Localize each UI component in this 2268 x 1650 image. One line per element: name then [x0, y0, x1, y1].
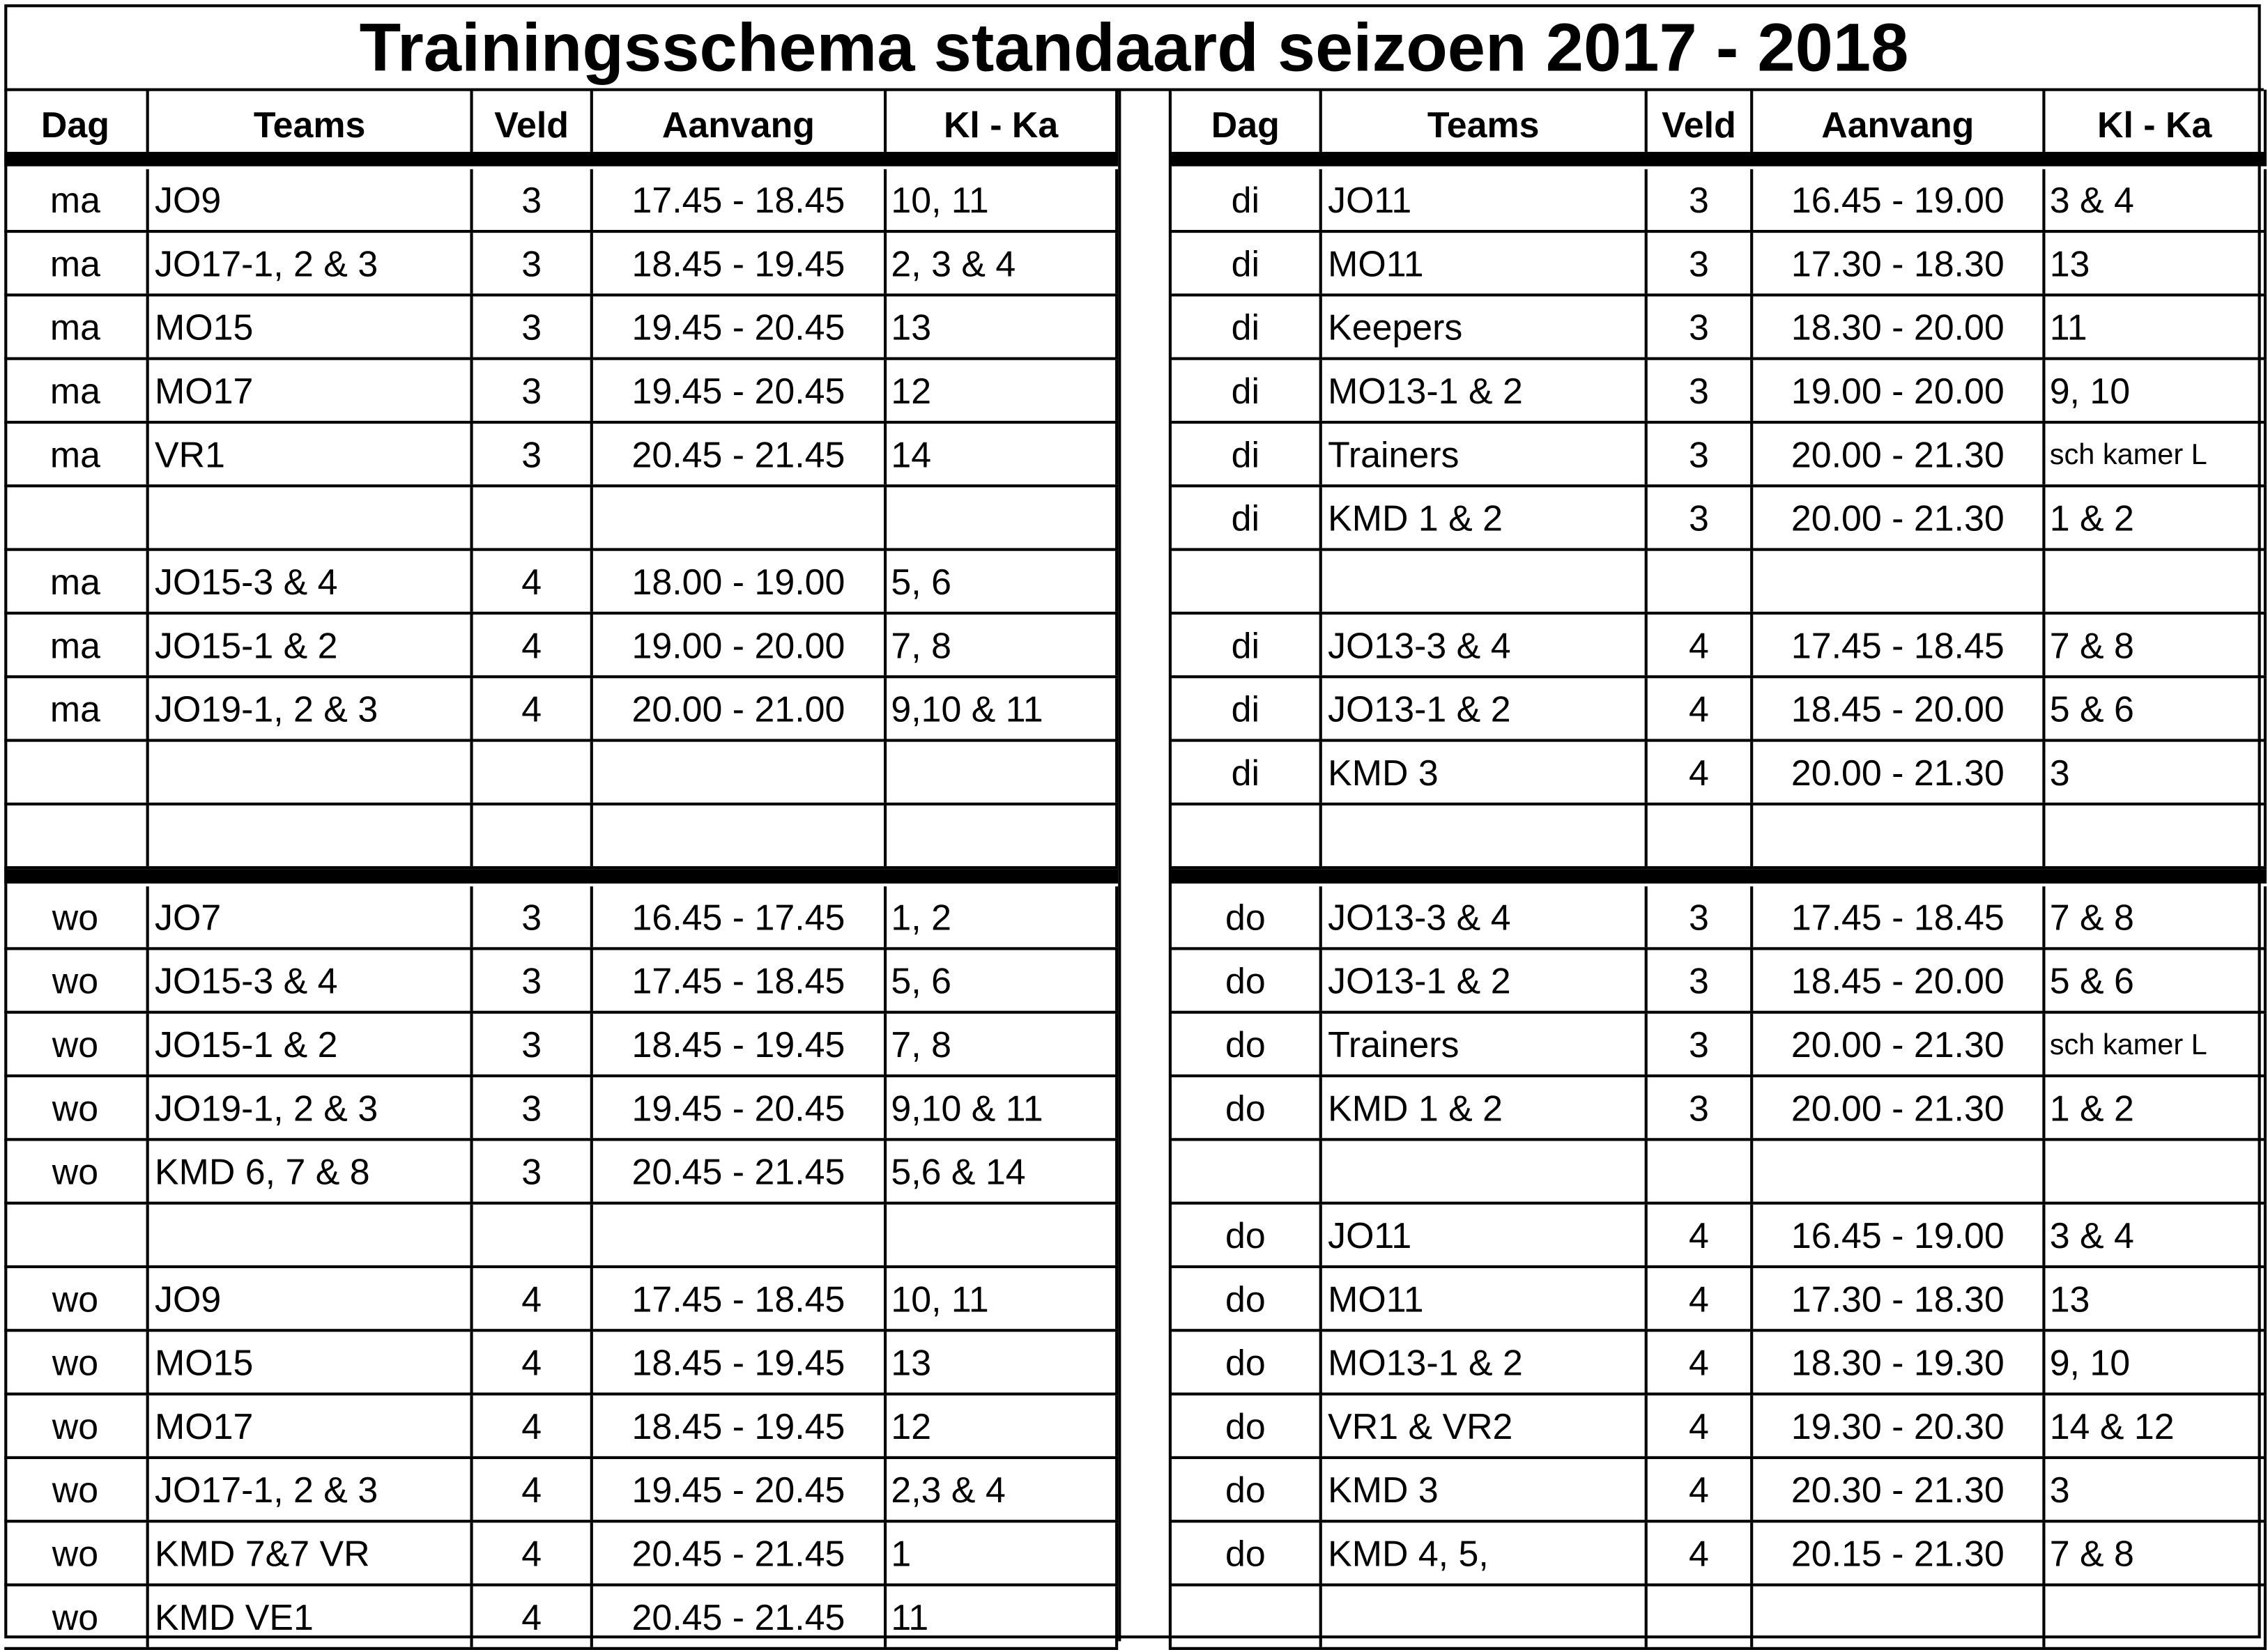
cell-team: MO15	[149, 1332, 473, 1392]
cell-locker-room: sch kamer L	[2045, 1014, 2267, 1074]
table-row	[4, 424, 1118, 487]
cell-locker-room: 13	[2045, 233, 2267, 293]
cell-team: MO13-1 & 2	[1322, 360, 1648, 421]
cell-locker-room: 14 & 12	[2045, 1396, 2267, 1456]
cell-field: 3	[473, 886, 593, 947]
cell-field: 4	[1648, 1205, 1753, 1265]
cell-field: 4	[473, 678, 593, 739]
cell-field: 3	[473, 1141, 593, 1201]
cell-time: 18.45 - 19.45	[593, 1396, 887, 1456]
cell-locker-room	[2045, 805, 2267, 866]
cell-team: Keepers	[1322, 296, 1648, 357]
cell-field	[473, 805, 593, 866]
table-row	[4, 296, 1118, 360]
table-row	[4, 1522, 1118, 1586]
cell-day: ma	[4, 169, 149, 230]
table-row	[1172, 1332, 2267, 1395]
cell-team: JO15-3 & 4	[149, 950, 473, 1010]
header-locker-room: Kl - Ka	[2045, 90, 2267, 152]
cell-team: KMD 3	[1322, 742, 1648, 803]
cell-field: 4	[1648, 742, 1753, 803]
cell-time: 20.00 - 21.30	[1753, 1077, 2045, 1138]
cell-field	[1648, 1141, 1753, 1201]
header-field: Veld	[473, 90, 593, 152]
cell-day: wo	[4, 886, 149, 947]
cell-time: 19.30 - 20.30	[1753, 1396, 2045, 1456]
cell-time: 18.45 - 20.00	[1753, 950, 2045, 1010]
table-row	[1172, 1141, 2267, 1204]
cell-team	[149, 1205, 473, 1265]
cell-field: 4	[1648, 1459, 1753, 1520]
cell-field: 3	[473, 950, 593, 1010]
cell-field: 4	[473, 551, 593, 612]
cell-field: 3	[473, 1014, 593, 1074]
page-title: Trainingsschema standaard seizoen 2017 - 2018	[4, 4, 2264, 91]
cell-field: 3	[1648, 487, 1753, 548]
cell-team: JO17-1, 2 & 3	[149, 1459, 473, 1520]
cell-day: do	[1172, 1014, 1322, 1074]
table-row	[4, 1396, 1118, 1459]
cell-field: 4	[1648, 1332, 1753, 1392]
cell-field	[1648, 805, 1753, 866]
header-field: Veld	[1648, 90, 1753, 152]
cell-field: 4	[1648, 678, 1753, 739]
cell-day: di	[1172, 360, 1322, 421]
cell-locker-room: 1 & 2	[2045, 487, 2267, 548]
cell-team: Trainers	[1322, 424, 1648, 484]
cell-day: do	[1172, 1332, 1322, 1392]
cell-day: wo	[4, 1522, 149, 1583]
cell-team: MO15	[149, 296, 473, 357]
cell-day: do	[1172, 1268, 1322, 1329]
table-row	[4, 1587, 1118, 1650]
cell-day: do	[1172, 950, 1322, 1010]
cell-time: 19.45 - 20.45	[593, 1459, 887, 1520]
cell-time: 16.45 - 17.45	[593, 886, 887, 947]
table-row	[1172, 169, 2267, 233]
cell-time: 17.30 - 18.30	[1753, 1268, 2045, 1329]
cell-team: KMD 4, 5,	[1322, 1522, 1648, 1583]
cell-time: 20.00 - 21.30	[1753, 424, 2045, 484]
cell-field: 4	[1648, 1396, 1753, 1456]
cell-field: 4	[1648, 1268, 1753, 1329]
cell-team	[149, 487, 473, 548]
table-row	[1172, 1014, 2267, 1077]
cell-day: do	[1172, 886, 1322, 947]
cell-day	[1172, 1587, 1322, 1647]
cell-locker-room: 3	[2045, 1459, 2267, 1520]
cell-locker-room: 10, 11	[887, 169, 1118, 230]
cell-locker-room	[887, 742, 1118, 803]
cell-day	[1172, 1141, 1322, 1201]
cell-locker-room: 7, 8	[887, 1014, 1118, 1074]
cell-day	[4, 742, 149, 803]
cell-time: 17.45 - 18.45	[1753, 615, 2045, 675]
cell-locker-room: 7 & 8	[2045, 1522, 2267, 1583]
cell-team	[1322, 805, 1648, 866]
section-separator	[1172, 152, 2267, 167]
cell-day: ma	[4, 678, 149, 739]
table-row	[1172, 742, 2267, 805]
cell-day: wo	[4, 1459, 149, 1520]
table-row	[4, 551, 1118, 615]
cell-locker-room: 7, 8	[887, 615, 1118, 675]
cell-field: 3	[1648, 296, 1753, 357]
table-row	[1172, 424, 2267, 487]
cell-time: 19.45 - 20.45	[593, 296, 887, 357]
header-team: Teams	[149, 90, 473, 152]
cell-day: di	[1172, 678, 1322, 739]
cell-locker-room	[887, 487, 1118, 548]
table-row	[1172, 805, 2267, 869]
cell-time: 17.45 - 18.45	[593, 1268, 887, 1329]
cell-locker-room: 5, 6	[887, 551, 1118, 612]
table-row	[4, 169, 1118, 233]
section-separator	[4, 152, 1118, 167]
cell-team: MO11	[1322, 233, 1648, 293]
cell-time: 18.30 - 19.30	[1753, 1332, 2045, 1392]
table-row	[1172, 886, 2267, 950]
cell-day	[1172, 805, 1322, 866]
table-row	[4, 1459, 1118, 1522]
table-row	[4, 1205, 1118, 1268]
cell-time: 17.45 - 18.45	[1753, 886, 2045, 947]
cell-locker-room: 9,10 & 11	[887, 678, 1118, 739]
cell-locker-room: 5, 6	[887, 950, 1118, 1010]
cell-team: KMD 1 & 2	[1322, 487, 1648, 548]
cell-locker-room: 3	[2045, 742, 2267, 803]
table-row	[1172, 1396, 2267, 1459]
cell-time: 18.30 - 20.00	[1753, 296, 2045, 357]
table-row	[4, 950, 1118, 1013]
table-row	[1172, 233, 2267, 296]
cell-locker-room: 7 & 8	[2045, 886, 2267, 947]
cell-team	[1322, 1587, 1648, 1647]
cell-field: 4	[1648, 1522, 1753, 1583]
cell-day: wo	[4, 1396, 149, 1456]
cell-time: 18.45 - 20.00	[1753, 678, 2045, 739]
cell-field: 4	[473, 615, 593, 675]
cell-field: 3	[1648, 1077, 1753, 1138]
cell-day: wo	[4, 1268, 149, 1329]
cell-team: MO17	[149, 1396, 473, 1456]
cell-day: ma	[4, 424, 149, 484]
table-row	[1172, 296, 2267, 360]
cell-field: 3	[473, 169, 593, 230]
cell-time: 19.00 - 20.00	[593, 615, 887, 675]
cell-field: 3	[1648, 1014, 1753, 1074]
cell-team: KMD VE1	[149, 1587, 473, 1647]
cell-locker-room: 2, 3 & 4	[887, 233, 1118, 293]
cell-day: wo	[4, 950, 149, 1010]
cell-field: 4	[473, 1268, 593, 1329]
table-row	[1172, 678, 2267, 741]
cell-team: JO7	[149, 886, 473, 947]
cell-field	[473, 487, 593, 548]
cell-team: KMD 7&7 VR	[149, 1522, 473, 1583]
header-time: Aanvang	[1753, 90, 2045, 152]
cell-time: 20.15 - 21.30	[1753, 1522, 2045, 1583]
table-row	[1172, 551, 2267, 615]
cell-locker-room: 12	[887, 1396, 1118, 1456]
cell-field: 3	[1648, 233, 1753, 293]
cell-day: di	[1172, 233, 1322, 293]
cell-day: di	[1172, 742, 1322, 803]
cell-time: 18.45 - 19.45	[593, 233, 887, 293]
cell-team: KMD 3	[1322, 1459, 1648, 1520]
cell-day: wo	[4, 1141, 149, 1201]
cell-team: JO15-1 & 2	[149, 615, 473, 675]
cell-team: JO9	[149, 1268, 473, 1329]
cell-team: MO11	[1322, 1268, 1648, 1329]
cell-day: wo	[4, 1077, 149, 1138]
cell-time: 20.45 - 21.45	[593, 1141, 887, 1201]
cell-team: JO13-1 & 2	[1322, 678, 1648, 739]
cell-field	[473, 1205, 593, 1265]
cell-team: JO11	[1322, 1205, 1648, 1265]
cell-day	[4, 1205, 149, 1265]
header-locker-room: Kl - Ka	[887, 90, 1118, 152]
table-divider	[1118, 90, 1169, 1642]
table-row	[1172, 360, 2267, 424]
cell-field: 4	[473, 1587, 593, 1647]
cell-locker-room: 13	[2045, 1268, 2267, 1329]
cell-team: VR1	[149, 424, 473, 484]
cell-time: 20.45 - 21.45	[593, 1522, 887, 1583]
cell-locker-room: 14	[887, 424, 1118, 484]
cell-day: do	[1172, 1396, 1322, 1456]
cell-time: 17.30 - 18.30	[1753, 233, 2045, 293]
cell-time: 19.45 - 20.45	[593, 360, 887, 421]
cell-team: JO13-3 & 4	[1322, 615, 1648, 675]
header-time: Aanvang	[593, 90, 887, 152]
cell-field: 3	[1648, 950, 1753, 1010]
cell-time: 16.45 - 19.00	[1753, 1205, 2045, 1265]
cell-day: wo	[4, 1587, 149, 1647]
cell-time: 17.45 - 18.45	[593, 950, 887, 1010]
cell-time	[593, 805, 887, 866]
cell-team: JO13-3 & 4	[1322, 886, 1648, 947]
cell-time: 17.45 - 18.45	[593, 169, 887, 230]
cell-day: ma	[4, 233, 149, 293]
cell-field	[473, 742, 593, 803]
cell-day: ma	[4, 296, 149, 357]
cell-time: 16.45 - 19.00	[1753, 169, 2045, 230]
table-row	[4, 1141, 1118, 1204]
cell-field: 4	[473, 1396, 593, 1456]
cell-locker-room: 13	[887, 296, 1118, 357]
cell-time	[1753, 1587, 2045, 1647]
cell-time: 20.00 - 21.30	[1753, 487, 2045, 548]
cell-team: KMD 1 & 2	[1322, 1077, 1648, 1138]
cell-day: do	[1172, 1459, 1322, 1520]
cell-field: 3	[1648, 169, 1753, 230]
section-separator	[4, 869, 1118, 884]
cell-time	[1753, 551, 2045, 612]
table-row	[1172, 1077, 2267, 1141]
cell-day	[1172, 551, 1322, 612]
cell-time	[593, 742, 887, 803]
cell-field: 3	[473, 296, 593, 357]
cell-locker-room	[2045, 551, 2267, 612]
cell-locker-room: 5,6 & 14	[887, 1141, 1118, 1201]
cell-day: do	[1172, 1522, 1322, 1583]
table-row	[4, 1332, 1118, 1395]
cell-day	[4, 805, 149, 866]
cell-field: 3	[473, 233, 593, 293]
cell-locker-room: 5 & 6	[2045, 678, 2267, 739]
cell-locker-room: 11	[887, 1587, 1118, 1647]
cell-team: Trainers	[1322, 1014, 1648, 1074]
cell-field: 3	[1648, 886, 1753, 947]
cell-field	[1648, 551, 1753, 612]
cell-time: 20.00 - 21.30	[1753, 1014, 2045, 1074]
cell-team	[149, 742, 473, 803]
cell-team: MO13-1 & 2	[1322, 1332, 1648, 1392]
cell-locker-room: 11	[2045, 296, 2267, 357]
cell-locker-room: 9,10 & 11	[887, 1077, 1118, 1138]
table-row	[4, 1014, 1118, 1077]
cell-team: VR1 & VR2	[1322, 1396, 1648, 1456]
table-row	[4, 233, 1118, 296]
cell-locker-room: 13	[887, 1332, 1118, 1392]
cell-locker-room: 3 & 4	[2045, 169, 2267, 230]
table-row	[4, 1077, 1118, 1141]
cell-locker-room: 9, 10	[2045, 360, 2267, 421]
cell-team	[149, 805, 473, 866]
cell-locker-room: sch kamer L	[2045, 424, 2267, 484]
header-day: Dag	[1172, 90, 1322, 152]
cell-field: 3	[473, 360, 593, 421]
cell-field: 4	[473, 1522, 593, 1583]
table-row	[4, 487, 1118, 550]
cell-day: di	[1172, 296, 1322, 357]
table-row	[4, 678, 1118, 741]
table-row	[4, 1268, 1118, 1332]
table-row	[4, 805, 1118, 869]
table-row	[1172, 950, 2267, 1013]
cell-team: JO17-1, 2 & 3	[149, 233, 473, 293]
cell-locker-room: 5 & 6	[2045, 950, 2267, 1010]
table-row	[1172, 615, 2267, 678]
table-row	[1172, 1205, 2267, 1268]
table-row	[4, 615, 1118, 678]
cell-locker-room: 1 & 2	[2045, 1077, 2267, 1138]
cell-day: wo	[4, 1332, 149, 1392]
cell-team: JO15-3 & 4	[149, 551, 473, 612]
schedule-table-right	[1169, 90, 2267, 1650]
cell-locker-room: 2,3 & 4	[887, 1459, 1118, 1520]
header-day: Dag	[4, 90, 149, 152]
cell-time: 18.45 - 19.45	[593, 1332, 887, 1392]
cell-team	[1322, 1141, 1648, 1201]
table-row	[1172, 1459, 2267, 1522]
cell-day: ma	[4, 615, 149, 675]
cell-time	[593, 487, 887, 548]
cell-team: JO15-1 & 2	[149, 1014, 473, 1074]
cell-time: 18.00 - 19.00	[593, 551, 887, 612]
cell-field: 3	[1648, 424, 1753, 484]
cell-field: 3	[1648, 360, 1753, 421]
cell-day: do	[1172, 1205, 1322, 1265]
cell-time: 20.30 - 21.30	[1753, 1459, 2045, 1520]
table-row	[1172, 487, 2267, 550]
cell-day: di	[1172, 424, 1322, 484]
table-row	[1172, 1522, 2267, 1586]
cell-locker-room: 1, 2	[887, 886, 1118, 947]
cell-field: 4	[473, 1459, 593, 1520]
cell-day: ma	[4, 551, 149, 612]
cell-day: ma	[4, 360, 149, 421]
cell-locker-room	[2045, 1587, 2267, 1647]
section-separator	[1172, 869, 2267, 884]
cell-team: KMD 6, 7 & 8	[149, 1141, 473, 1201]
cell-time	[593, 1205, 887, 1265]
cell-day: di	[1172, 615, 1322, 675]
cell-time: 20.00 - 21.30	[1753, 742, 2045, 803]
table-row	[1172, 1587, 2267, 1650]
cell-time: 18.45 - 19.45	[593, 1014, 887, 1074]
cell-locker-room: 12	[887, 360, 1118, 421]
cell-day: di	[1172, 169, 1322, 230]
cell-locker-room	[887, 1205, 1118, 1265]
cell-team: JO19-1, 2 & 3	[149, 678, 473, 739]
header-row	[1172, 90, 2267, 152]
cell-field: 4	[1648, 615, 1753, 675]
cell-day	[4, 487, 149, 548]
cell-day: di	[1172, 487, 1322, 548]
table-row	[4, 742, 1118, 805]
cell-time: 20.45 - 21.45	[593, 1587, 887, 1647]
cell-team	[1322, 551, 1648, 612]
cell-locker-room: 1	[887, 1522, 1118, 1583]
cell-time: 20.45 - 21.45	[593, 424, 887, 484]
cell-time	[1753, 1141, 2045, 1201]
schedule-table-left	[4, 90, 1118, 1650]
cell-time: 19.45 - 20.45	[593, 1077, 887, 1138]
cell-locker-room: 10, 11	[887, 1268, 1118, 1329]
table-row	[4, 360, 1118, 424]
cell-team: JO13-1 & 2	[1322, 950, 1648, 1010]
cell-day: do	[1172, 1077, 1322, 1138]
cell-time	[1753, 805, 2045, 866]
cell-locker-room: 9, 10	[2045, 1332, 2267, 1392]
header-team: Teams	[1322, 90, 1648, 152]
cell-day: wo	[4, 1014, 149, 1074]
cell-locker-room: 3 & 4	[2045, 1205, 2267, 1265]
cell-locker-room: 7 & 8	[2045, 615, 2267, 675]
table-row	[1172, 1268, 2267, 1332]
cell-locker-room	[2045, 1141, 2267, 1201]
header-row	[4, 90, 1118, 152]
cell-field: 4	[473, 1332, 593, 1392]
cell-team: JO11	[1322, 169, 1648, 230]
cell-field	[1648, 1587, 1753, 1647]
cell-team: JO9	[149, 169, 473, 230]
cell-team: MO17	[149, 360, 473, 421]
cell-locker-room	[887, 805, 1118, 866]
table-row	[4, 886, 1118, 950]
cell-time: 19.00 - 20.00	[1753, 360, 2045, 421]
cell-time: 20.00 - 21.00	[593, 678, 887, 739]
cell-field: 3	[473, 424, 593, 484]
cell-team: JO19-1, 2 & 3	[149, 1077, 473, 1138]
cell-field: 3	[473, 1077, 593, 1138]
